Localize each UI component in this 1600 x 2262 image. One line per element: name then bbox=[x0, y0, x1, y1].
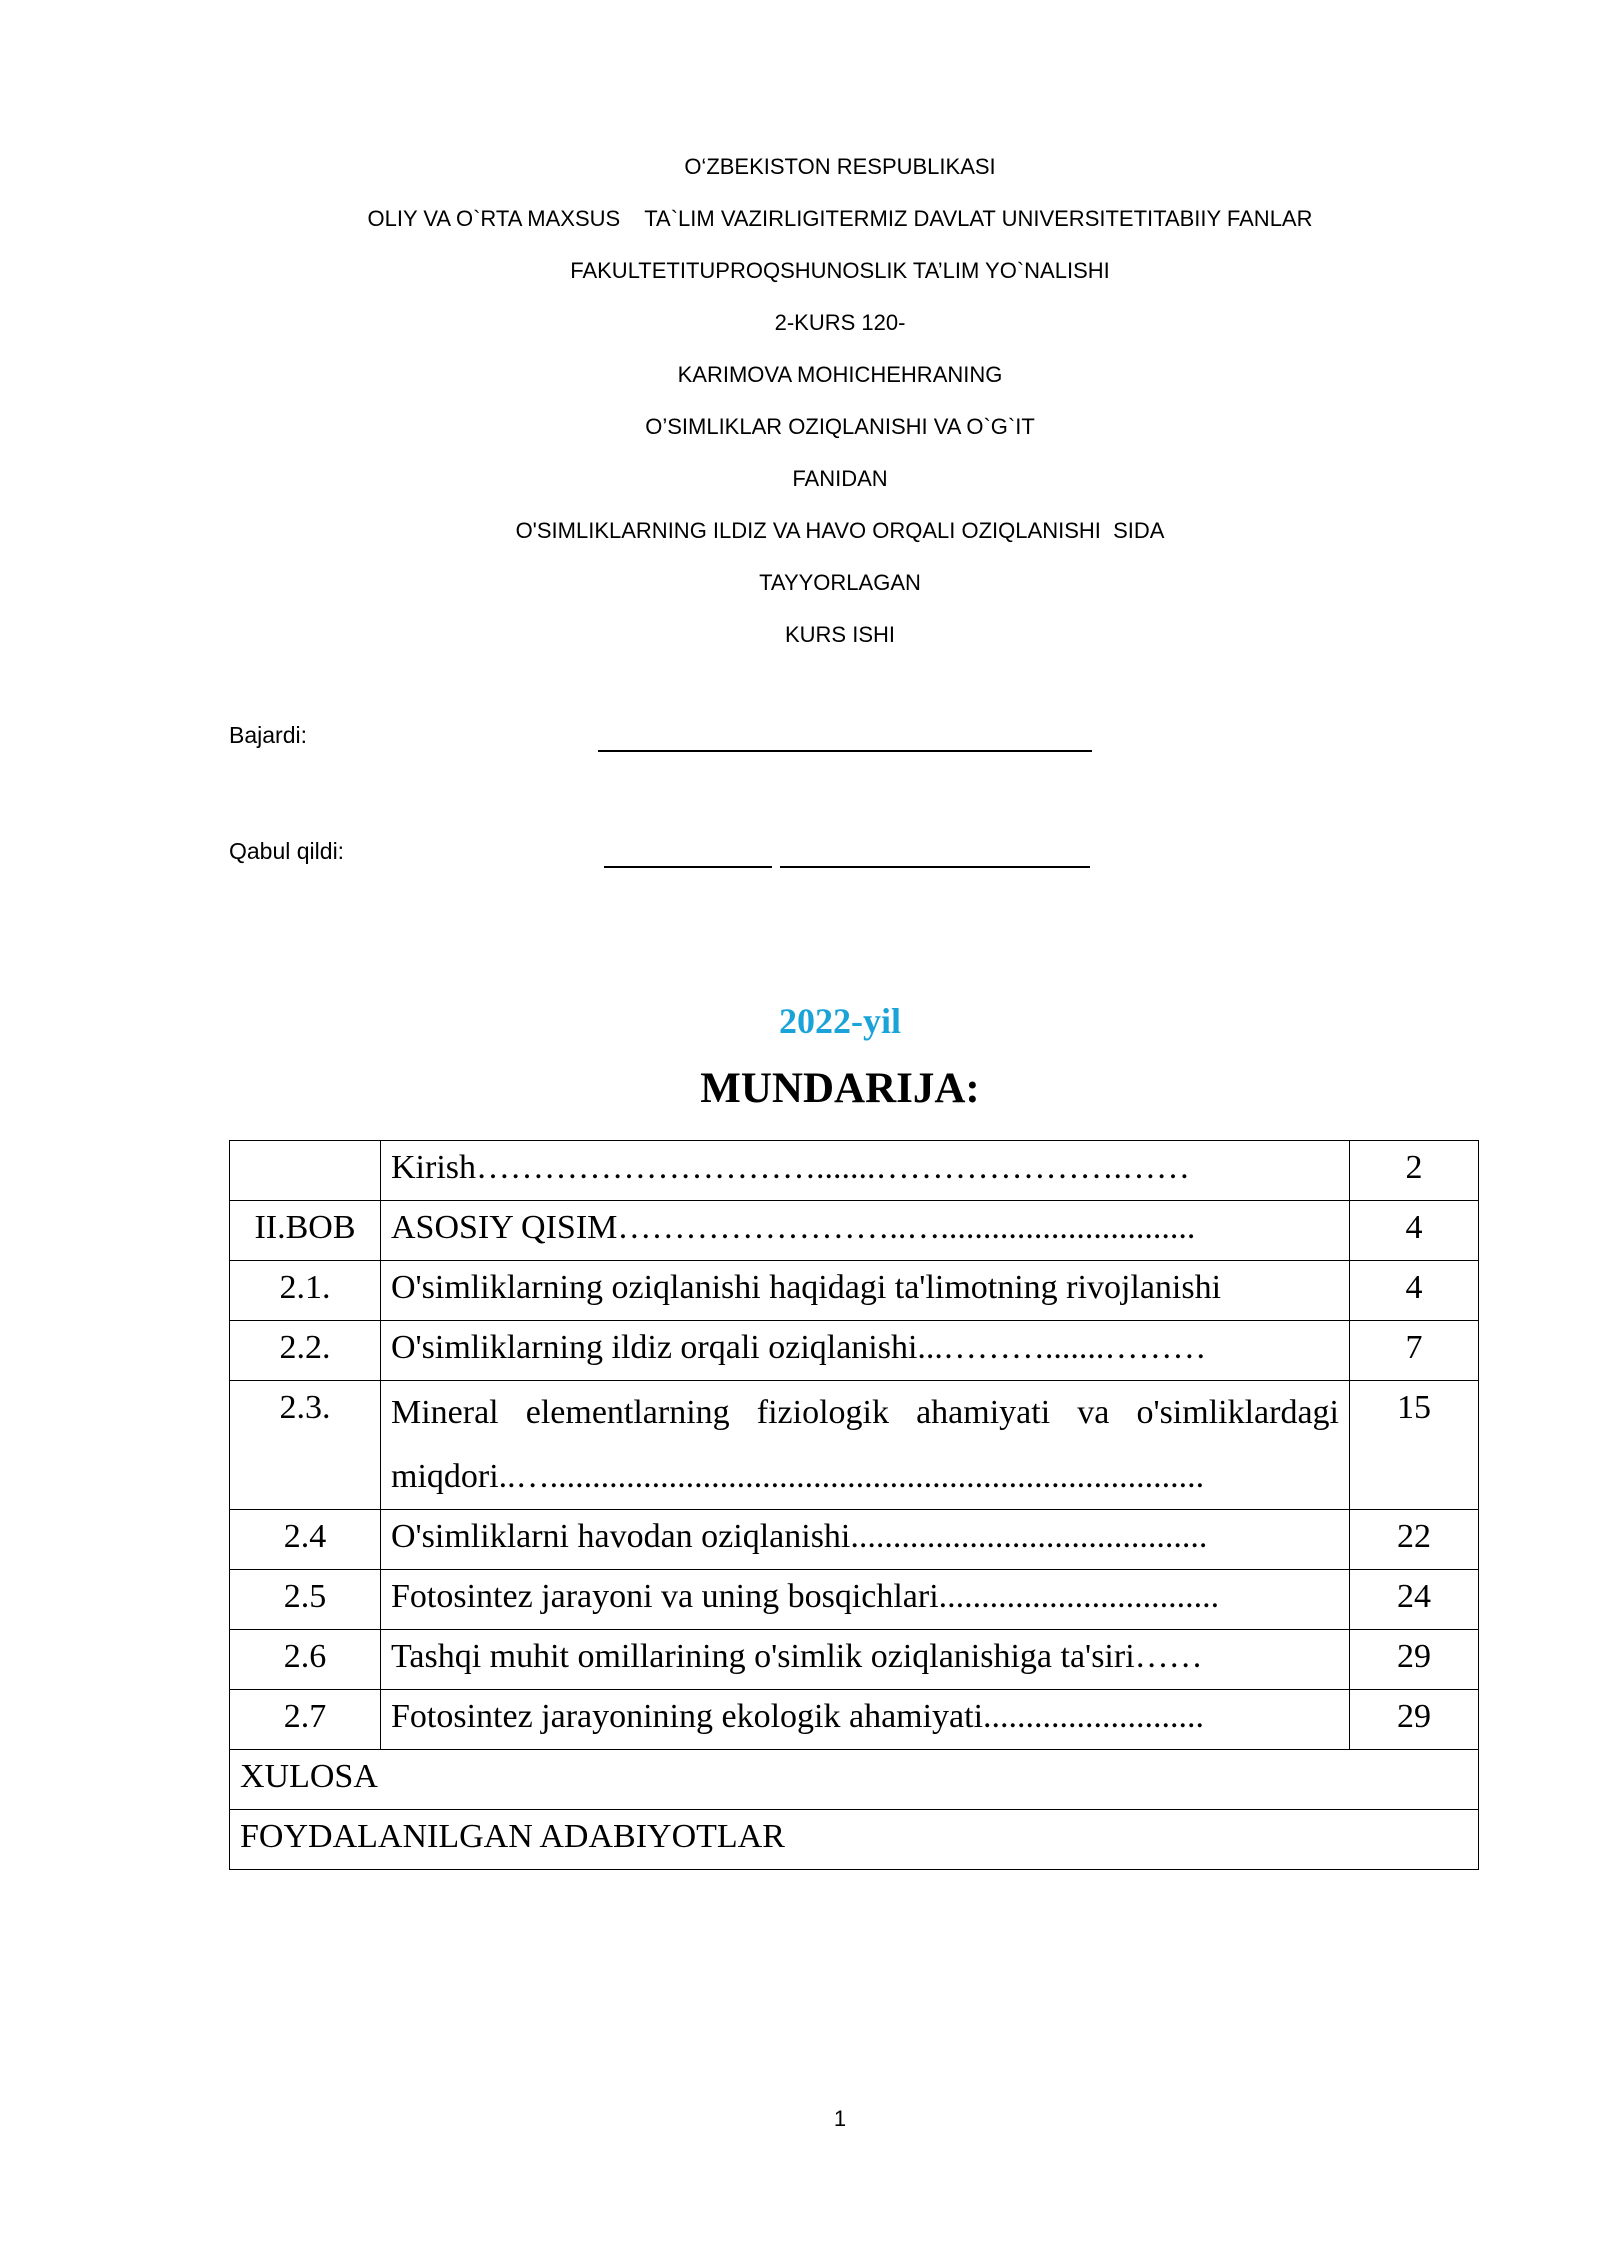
header-line-prepared: TAYYORLAGAN bbox=[759, 570, 921, 595]
accepted-by-signature-line-short bbox=[604, 840, 772, 868]
toc-row-page: 29 bbox=[1350, 1630, 1479, 1690]
year-heading: 2022-yil bbox=[779, 1001, 901, 1041]
toc-row-title: ASOSIY QISIM……………………..….............................. bbox=[381, 1201, 1350, 1261]
header-line-fanidan: FANIDAN bbox=[792, 466, 888, 491]
header-line-course: 2-KURS 120- bbox=[774, 310, 906, 335]
toc-row bbox=[230, 1261, 1479, 1321]
toc-row-title: O'simliklarni havodan oziqlanishi.......................................... bbox=[381, 1510, 1350, 1570]
toc-row bbox=[230, 1381, 1479, 1510]
toc-row-page: 2 bbox=[1350, 1141, 1479, 1201]
toc-row-number bbox=[230, 1141, 381, 1201]
toc-row bbox=[230, 1630, 1479, 1690]
toc-row-page: 4 bbox=[1350, 1201, 1479, 1261]
toc-row-number: 2.5 bbox=[230, 1570, 381, 1630]
toc-row-number: 2.4 bbox=[230, 1510, 381, 1570]
page-number: 1 bbox=[833, 2106, 847, 2131]
header-line-faculty: FAKULTETITUPROQSHUNOSLIK TA’LIM YO`NALISHI bbox=[570, 258, 1110, 283]
toc-row-title-line1: Mineral elementlarning fiziologik ahamiyati va o'simliklardagi bbox=[391, 1394, 1339, 1431]
toc-row-title: O'simliklarning oziqlanishi haqidagi ta'limotning rivojlanishi bbox=[381, 1261, 1350, 1321]
toc-row bbox=[230, 1510, 1479, 1570]
toc-references: FOYDALANILGAN ADABIYOTLAR bbox=[230, 1810, 1479, 1870]
header-line-ministry: OLIY VA O`RTA MAXSUS TA`LIM VAZIRLIGITERMIZ DAVLAT UNIVERSITETITABIIY FANLAR bbox=[367, 206, 1313, 231]
toc-row-title-line2: miqdori..…............................................................................. bbox=[391, 1458, 1205, 1495]
toc-row-number: 2.3. bbox=[230, 1381, 381, 1510]
header-line-work-type: KURS ISHI bbox=[784, 622, 896, 647]
toc-row-page: 15 bbox=[1350, 1381, 1479, 1510]
toc-row-number: 2.7 bbox=[230, 1690, 381, 1750]
header-line-author: KARIMOVA MOHICHEHRANING bbox=[677, 362, 1003, 387]
toc-row-number: II.BOB bbox=[230, 1201, 381, 1261]
toc-row-page: 22 bbox=[1350, 1510, 1479, 1570]
toc-row-page: 24 bbox=[1350, 1570, 1479, 1630]
toc-row-references bbox=[230, 1810, 1479, 1870]
toc-row bbox=[230, 1141, 1479, 1201]
toc-row-number: 2.1. bbox=[230, 1261, 381, 1321]
performed-by-signature-line bbox=[598, 724, 1092, 752]
toc-row bbox=[230, 1690, 1479, 1750]
header-line-subject: O’SIMLIKLAR OZIQLANISHI VA O`G`IT bbox=[645, 414, 1035, 439]
toc-row-title: Fotosintez jarayonining ekologik ahamiyati.......................... bbox=[381, 1690, 1350, 1750]
toc-row-page: 29 bbox=[1350, 1690, 1479, 1750]
table-of-contents bbox=[229, 1140, 1479, 1870]
toc-row-number: 2.2. bbox=[230, 1321, 381, 1381]
toc-row bbox=[230, 1201, 1479, 1261]
toc-row-conclusion bbox=[230, 1750, 1479, 1810]
toc-row bbox=[230, 1321, 1479, 1381]
toc-row-title: Kirish………………………….......………………….…… bbox=[381, 1141, 1350, 1201]
toc-row bbox=[230, 1570, 1479, 1630]
header-line-topic: O'SIMLIKLARNING ILDIZ VA HAVO ORQALI OZIQLANISHI SIDA bbox=[515, 518, 1165, 543]
toc-title: MUNDARIJA: bbox=[700, 1065, 980, 1112]
accepted-by-label: Qabul qildi: bbox=[229, 838, 345, 864]
accepted-by-signature-line-long bbox=[780, 840, 1090, 868]
performed-by-label: Bajardi: bbox=[229, 722, 307, 748]
toc-row-title bbox=[381, 1381, 1350, 1510]
toc-row-title: Tashqi muhit omillarining o'simlik oziqlanishiga ta'siri…… bbox=[381, 1630, 1350, 1690]
toc-row-title: O'simliklarning ildiz orqali oziqlanishi...……….......……… bbox=[381, 1321, 1350, 1381]
toc-row-page: 4 bbox=[1350, 1261, 1479, 1321]
toc-row-page: 7 bbox=[1350, 1321, 1479, 1381]
toc-row-number: 2.6 bbox=[230, 1630, 381, 1690]
toc-conclusion: XULOSA bbox=[230, 1750, 1479, 1810]
header-line-republic: O‘ZBEKISTON RESPUBLIKASI bbox=[684, 154, 996, 179]
toc-row-title: Fotosintez jarayoni va uning bosqichlari................................. bbox=[381, 1570, 1350, 1630]
